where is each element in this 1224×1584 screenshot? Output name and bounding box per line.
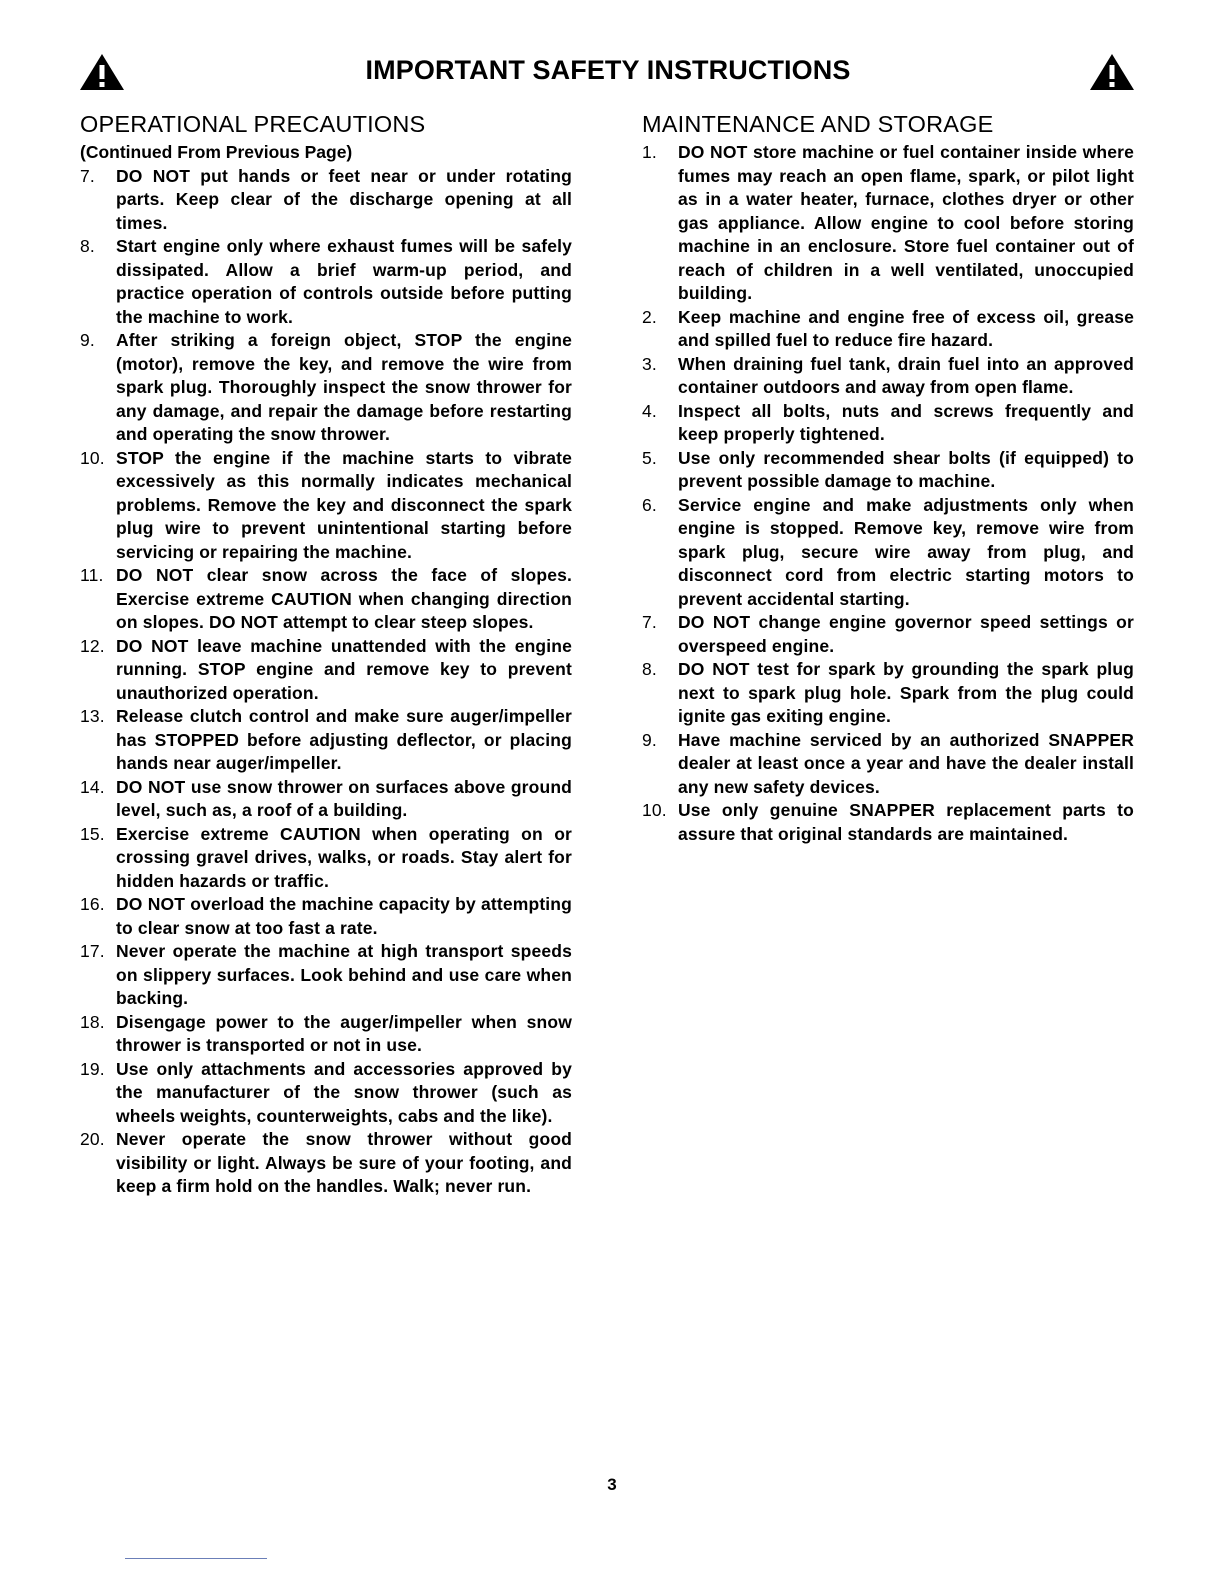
list-item	[642, 611, 1134, 658]
item-text: Never operate the machine at high transport speeds on slippery surfaces. Look behind and use care when backing.	[116, 941, 572, 1008]
list-item	[642, 400, 1134, 447]
list-item	[642, 306, 1134, 353]
item-number: 8.	[642, 659, 657, 679]
item-text: Use only genuine SNAPPER replacement parts to assure that original standards are maintained.	[678, 800, 1134, 844]
item-text: Keep machine and engine free of excess oil, grease and spilled fuel to reduce fire hazard.	[678, 306, 1134, 350]
operational-precautions-list	[80, 165, 572, 1199]
list-item	[642, 799, 1134, 846]
list-item	[642, 447, 1134, 494]
list-item	[80, 564, 572, 635]
item-number: 16.	[80, 894, 105, 914]
item-text: DO NOT test for spark by grounding the spark plug next to spark plug hole. Spark from the plug could ignite gas exiting engine.	[678, 659, 1134, 726]
list-item	[80, 165, 572, 236]
item-text: Start engine only where exhaust fumes will be safely dissipated. Allow a brief warm-up period, and practice operation of controls outside before putting the machine to work.	[116, 236, 572, 327]
item-text: DO NOT store machine or fuel container inside where fumes may reach an open flame, spark, or pilot light as in a water heater, furnace, clothes dryer or other gas appliance. Allow engine to cool before storing machine in an enclosure. Store fuel container out of reach of children in a well ventilated, unoccupied building.	[678, 142, 1134, 303]
operational-precautions-column	[80, 110, 572, 1199]
list-item	[80, 1011, 572, 1058]
item-text: Use only recommended shear bolts (if equipped) to prevent possible damage to machine.	[678, 447, 1134, 491]
item-number: 7.	[80, 165, 95, 186]
list-item	[642, 494, 1134, 612]
list-item	[642, 729, 1134, 800]
item-number: 19.	[80, 1058, 105, 1079]
item-number: 6.	[642, 494, 657, 515]
list-item	[80, 235, 572, 329]
item-number: 14.	[80, 776, 105, 797]
item-number: 20.	[80, 1129, 105, 1149]
item-text: Inspect all bolts, nuts and screws frequently and keep properly tightened.	[678, 400, 1134, 444]
item-number: 10.	[642, 800, 667, 820]
maintenance-storage-list	[642, 141, 1134, 846]
item-text: After striking a foreign object, STOP the engine (motor), remove the key, and remove the wire from spark plug. Thoroughly inspect the snow thrower for any damage, and repair the damage before restarting and operating the snow thrower.	[116, 330, 572, 444]
item-number: 13.	[80, 706, 105, 726]
item-number: 17.	[80, 941, 105, 961]
list-item	[80, 1128, 572, 1199]
list-item	[642, 658, 1134, 729]
list-item	[80, 705, 572, 776]
item-number: 1.	[642, 142, 657, 162]
list-item	[80, 1058, 572, 1129]
item-text: Have machine serviced by an authorized SNAPPER dealer at least once a year and have the dealer install any new safety devices.	[678, 729, 1134, 797]
item-text: DO NOT change engine governor speed settings or overspeed engine.	[678, 612, 1134, 656]
item-number: 9.	[80, 330, 95, 350]
item-number: 8.	[80, 236, 95, 256]
item-number: 11.	[80, 565, 104, 585]
item-text: Service engine and make adjustments only when engine is stopped. Remove key, remove wire from spark plug, secure wire away from plug, and disconnect cord from electric starting motors to prevent accidental starting.	[678, 494, 1134, 609]
list-item	[80, 823, 572, 894]
item-text: Never operate the snow thrower without good visibility or light. Always be sure of your footing, and keep a firm hold on the handles. Walk; never run.	[116, 1129, 572, 1196]
item-text: DO NOT overload the machine capacity by attempting to clear snow at too fast a rate.	[116, 894, 572, 938]
list-item	[80, 635, 572, 706]
item-text: DO NOT use snow thrower on surfaces above ground level, such as, a roof of a building.	[116, 776, 572, 820]
page-number: 3	[607, 1475, 617, 1494]
item-text: DO NOT put hands or feet near or under rotating parts. Keep clear of the discharge opening at all times.	[116, 165, 572, 233]
item-text: When draining fuel tank, drain fuel into an approved container outdoors and away from open flame.	[678, 353, 1134, 397]
footer-rule	[125, 1558, 267, 1559]
item-text: STOP the engine if the machine starts to vibrate excessively as this normally indicates mechanical problems. Remove the key and disconnect the spark plug wire to prevent unintentional starting before servicing or repairing the machine.	[116, 447, 572, 562]
item-number: 7.	[642, 612, 657, 632]
item-number: 2.	[642, 306, 657, 327]
section-heading: MAINTENANCE AND STORAGE	[642, 111, 994, 137]
item-text: Exercise extreme CAUTION when operating on or crossing gravel drives, walks, or roads. Stay alert for hidden hazards or traffic.	[116, 823, 572, 891]
page-header	[78, 52, 1138, 92]
warning-triangle-icon	[1088, 52, 1136, 92]
item-number: 3.	[642, 353, 657, 374]
item-number: 4.	[642, 400, 657, 421]
item-text: DO NOT leave machine unattended with the engine running. STOP engine and remove key to prevent unauthorized operation.	[116, 635, 572, 703]
section-subheading: (Continued From Previous Page)	[80, 142, 353, 162]
item-number: 18.	[80, 1011, 105, 1032]
list-item	[642, 141, 1134, 306]
list-item	[80, 893, 572, 940]
list-item	[80, 447, 572, 565]
item-number: 10.	[80, 447, 105, 468]
list-item	[642, 353, 1134, 400]
item-text: Disengage power to the auger/impeller when snow thrower is transported or not in use.	[116, 1011, 572, 1055]
page-title: IMPORTANT SAFETY INSTRUCTIONS	[365, 55, 851, 85]
section-heading: OPERATIONAL PRECAUTIONS	[80, 111, 426, 137]
item-number: 15.	[80, 823, 105, 844]
item-text: Release clutch control and make sure auger/impeller has STOPPED before adjusting deflector, or placing hands near auger/impeller.	[116, 706, 572, 773]
item-text: Use only attachments and accessories approved by the manufacturer of the snow thrower (such as wheels weights, counterweights, cabs and the like).	[116, 1058, 572, 1126]
item-number: 5.	[642, 447, 657, 468]
item-text: DO NOT clear snow across the face of slopes. Exercise extreme CAUTION when changing direction on slopes. DO NOT attempt to clear steep slopes.	[116, 565, 572, 632]
list-item	[80, 329, 572, 447]
list-item	[80, 776, 572, 823]
maintenance-storage-column	[642, 110, 1134, 846]
item-number: 12.	[80, 635, 105, 656]
item-number: 9.	[642, 729, 657, 750]
list-item	[80, 940, 572, 1011]
